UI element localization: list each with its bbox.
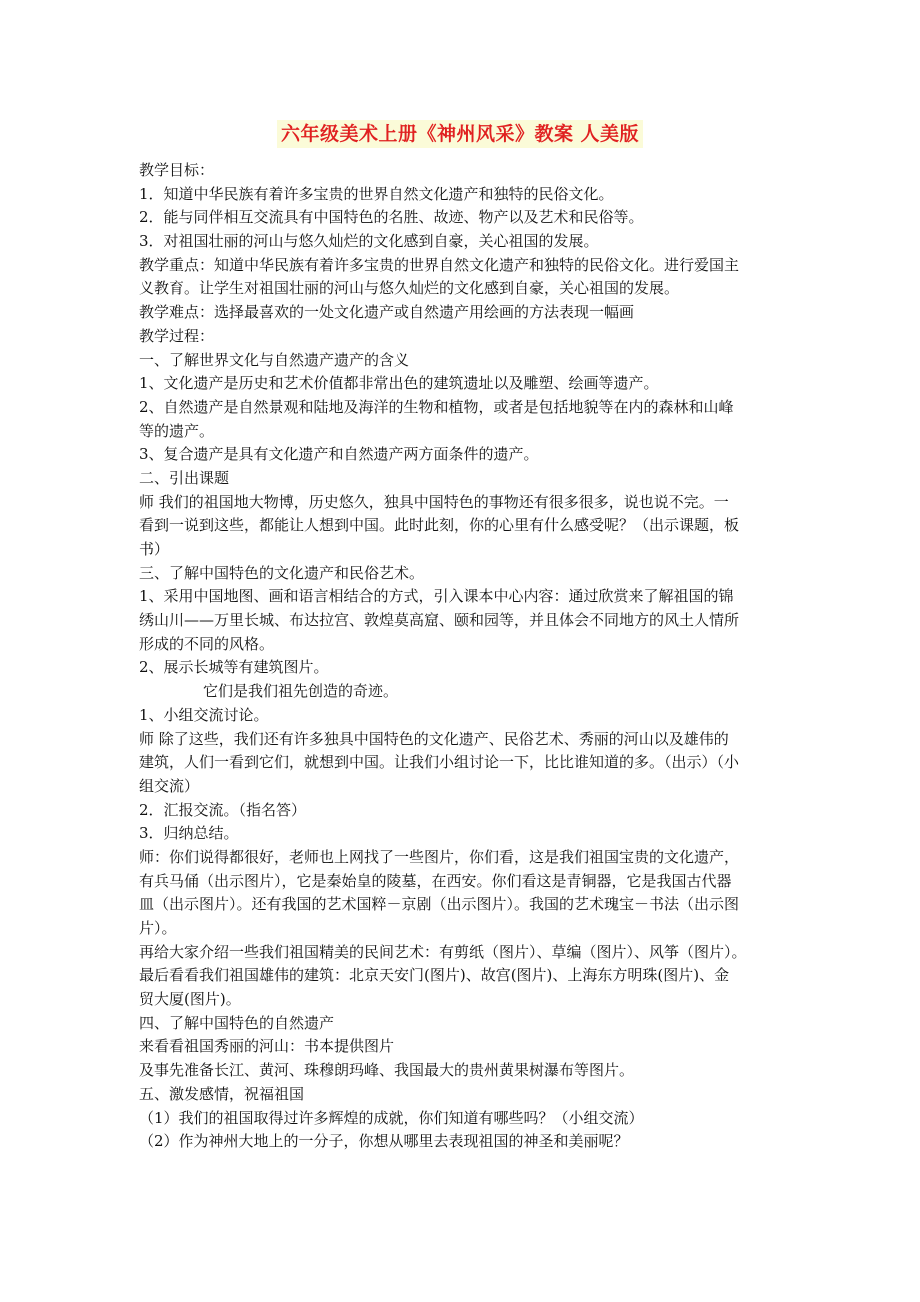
body-line: 有兵马俑（出示图片），它是秦始皇的陵墓，在西安。你们看这是青铜器，它是我国古代器: [139, 871, 732, 890]
body-line: 看到一说到这些，都能让人想到中国。此时此刻，你的心里有什么感受呢？（出示课题，板: [139, 516, 740, 535]
title-wrap: [0, 120, 920, 148]
body-line: 建筑，人们一看到它们，就想到中国。让我们小组讨论一下，比比谁知道的多。（出示）（小: [139, 753, 740, 772]
body-line: 3．归纳总结。: [139, 824, 239, 843]
body-line: 形成的不同的风格。: [139, 634, 275, 653]
body-line: 2、展示长城等有建筑图片。: [139, 658, 329, 677]
body-line: 教学难点：选择最喜欢的一处文化遗产或自然遗产用绘画的方法表现一幅画: [139, 303, 635, 322]
body-line: 2．汇报交流。（指名答）: [139, 800, 307, 819]
document-title: 六年级美术上册《神州风采》教案 人美版: [277, 120, 643, 148]
body-line: 义教育。让学生对祖国壮丽的河山与悠久灿烂的文化感到自豪，关心祖国的发展。: [139, 279, 680, 298]
body-line: 教学重点：知道中华民族有着许多宝贵的世界自然文化遗产和独特的民俗文化。进行爱国主: [139, 255, 740, 274]
body-line: 师：你们说得都很好，老师也上网找了一些图片，你们看，这是我们祖国宝贵的文化遗产，: [139, 847, 740, 866]
body-line: 师 除了这些，我们还有许多独具中国特色的文化遗产、民俗艺术、秀丽的河山以及雄伟的: [139, 729, 729, 748]
body-line: 3．对祖国壮丽的河山与悠久灿烂的文化感到自豪，关心祖国的发展。: [139, 232, 599, 251]
body-line: 1．知道中华民族有着许多宝贵的世界自然文化遗产和独特的民俗文化。: [139, 184, 614, 203]
body-line: 绣山川——万里长城、布达拉宫、敦煌莫高窟、颐和园等，并且体会不同地方的风土人情所: [139, 611, 740, 630]
body-line: 及事先准备长江、黄河、珠穆朗玛峰、我国最大的贵州黄果树瀑布等图片。: [139, 1061, 635, 1080]
section-heading: 五、激发感情，祝福祖国: [139, 1084, 305, 1103]
body-line: 书）: [139, 540, 170, 558]
body-line: 2．能与同伴相互交流具有中国特色的名胜、故迹、物产以及艺术和民俗等。: [139, 208, 644, 227]
body-line: 1、采用中国地图、画和语言相结合的方式，引入课本中心内容：通过欣赏来了解祖国的锦: [139, 587, 734, 606]
section-heading: 四、了解中国特色的自然遗产: [139, 1013, 335, 1032]
body-line: 等的遗产。: [139, 421, 215, 440]
body-line: 片）。: [139, 919, 177, 937]
body-line: 来看看祖国秀丽的河山：书本提供图片: [139, 1037, 395, 1056]
body-line: 1、文化遗产是历史和艺术价值都非常出色的建筑遗址以及雕塑、绘画等遗产。: [139, 374, 659, 393]
body-line-indented: 它们是我们祖先创造的奇迹。: [203, 682, 399, 701]
body-line: 皿（出示图片）。还有我国的艺术国粹－京剧（出示图片）。我国的艺术瑰宝－书法（出示图: [139, 895, 740, 914]
body-line: 教学目标：: [139, 161, 215, 179]
body-line: 3、复合遗产是具有文化遗产和自然遗产两方面条件的遗产。: [139, 445, 539, 464]
body-line: （1）我们的祖国取得过许多辉煌的成就，你们知道有哪些吗？（小组交流）: [139, 1108, 644, 1127]
section-heading: 二、引出课题: [139, 468, 230, 487]
body-line: 1、小组交流讨论。: [139, 705, 269, 724]
section-heading: 一、了解世界文化与自然遗产遗产的含义: [139, 350, 410, 369]
section-heading: 三、了解中国特色的文化遗产和民俗艺术。: [139, 563, 425, 582]
body-line: 组交流）: [139, 776, 200, 795]
body-line: 教学过程：: [139, 326, 215, 345]
body-line: 贸大厦(图片)。: [139, 990, 241, 1009]
body-line: 最后看看我们祖国雄伟的建筑：北京天安门(图片)、故宫(图片)、上海东方明珠(图片)、金: [139, 966, 730, 985]
document-body: [139, 159, 787, 1154]
body-line: 再给大家介绍一些我们祖国精美的民间艺术：有剪纸（图片）、草编（图片）、风筝（图片）。: [139, 942, 747, 961]
body-line: （2）作为神州大地上的一分子，你想从哪里去表现祖国的神圣和美丽呢？: [139, 1132, 629, 1151]
body-line: 师 我们的祖国地大物博，历史悠久，独具中国特色的事物还有很多很多，说也说不完。一: [139, 492, 729, 511]
body-line: 2、自然遗产是自然景观和陆地及海洋的生物和植物，或者是包括地貌等在内的森林和山峰: [139, 397, 734, 416]
